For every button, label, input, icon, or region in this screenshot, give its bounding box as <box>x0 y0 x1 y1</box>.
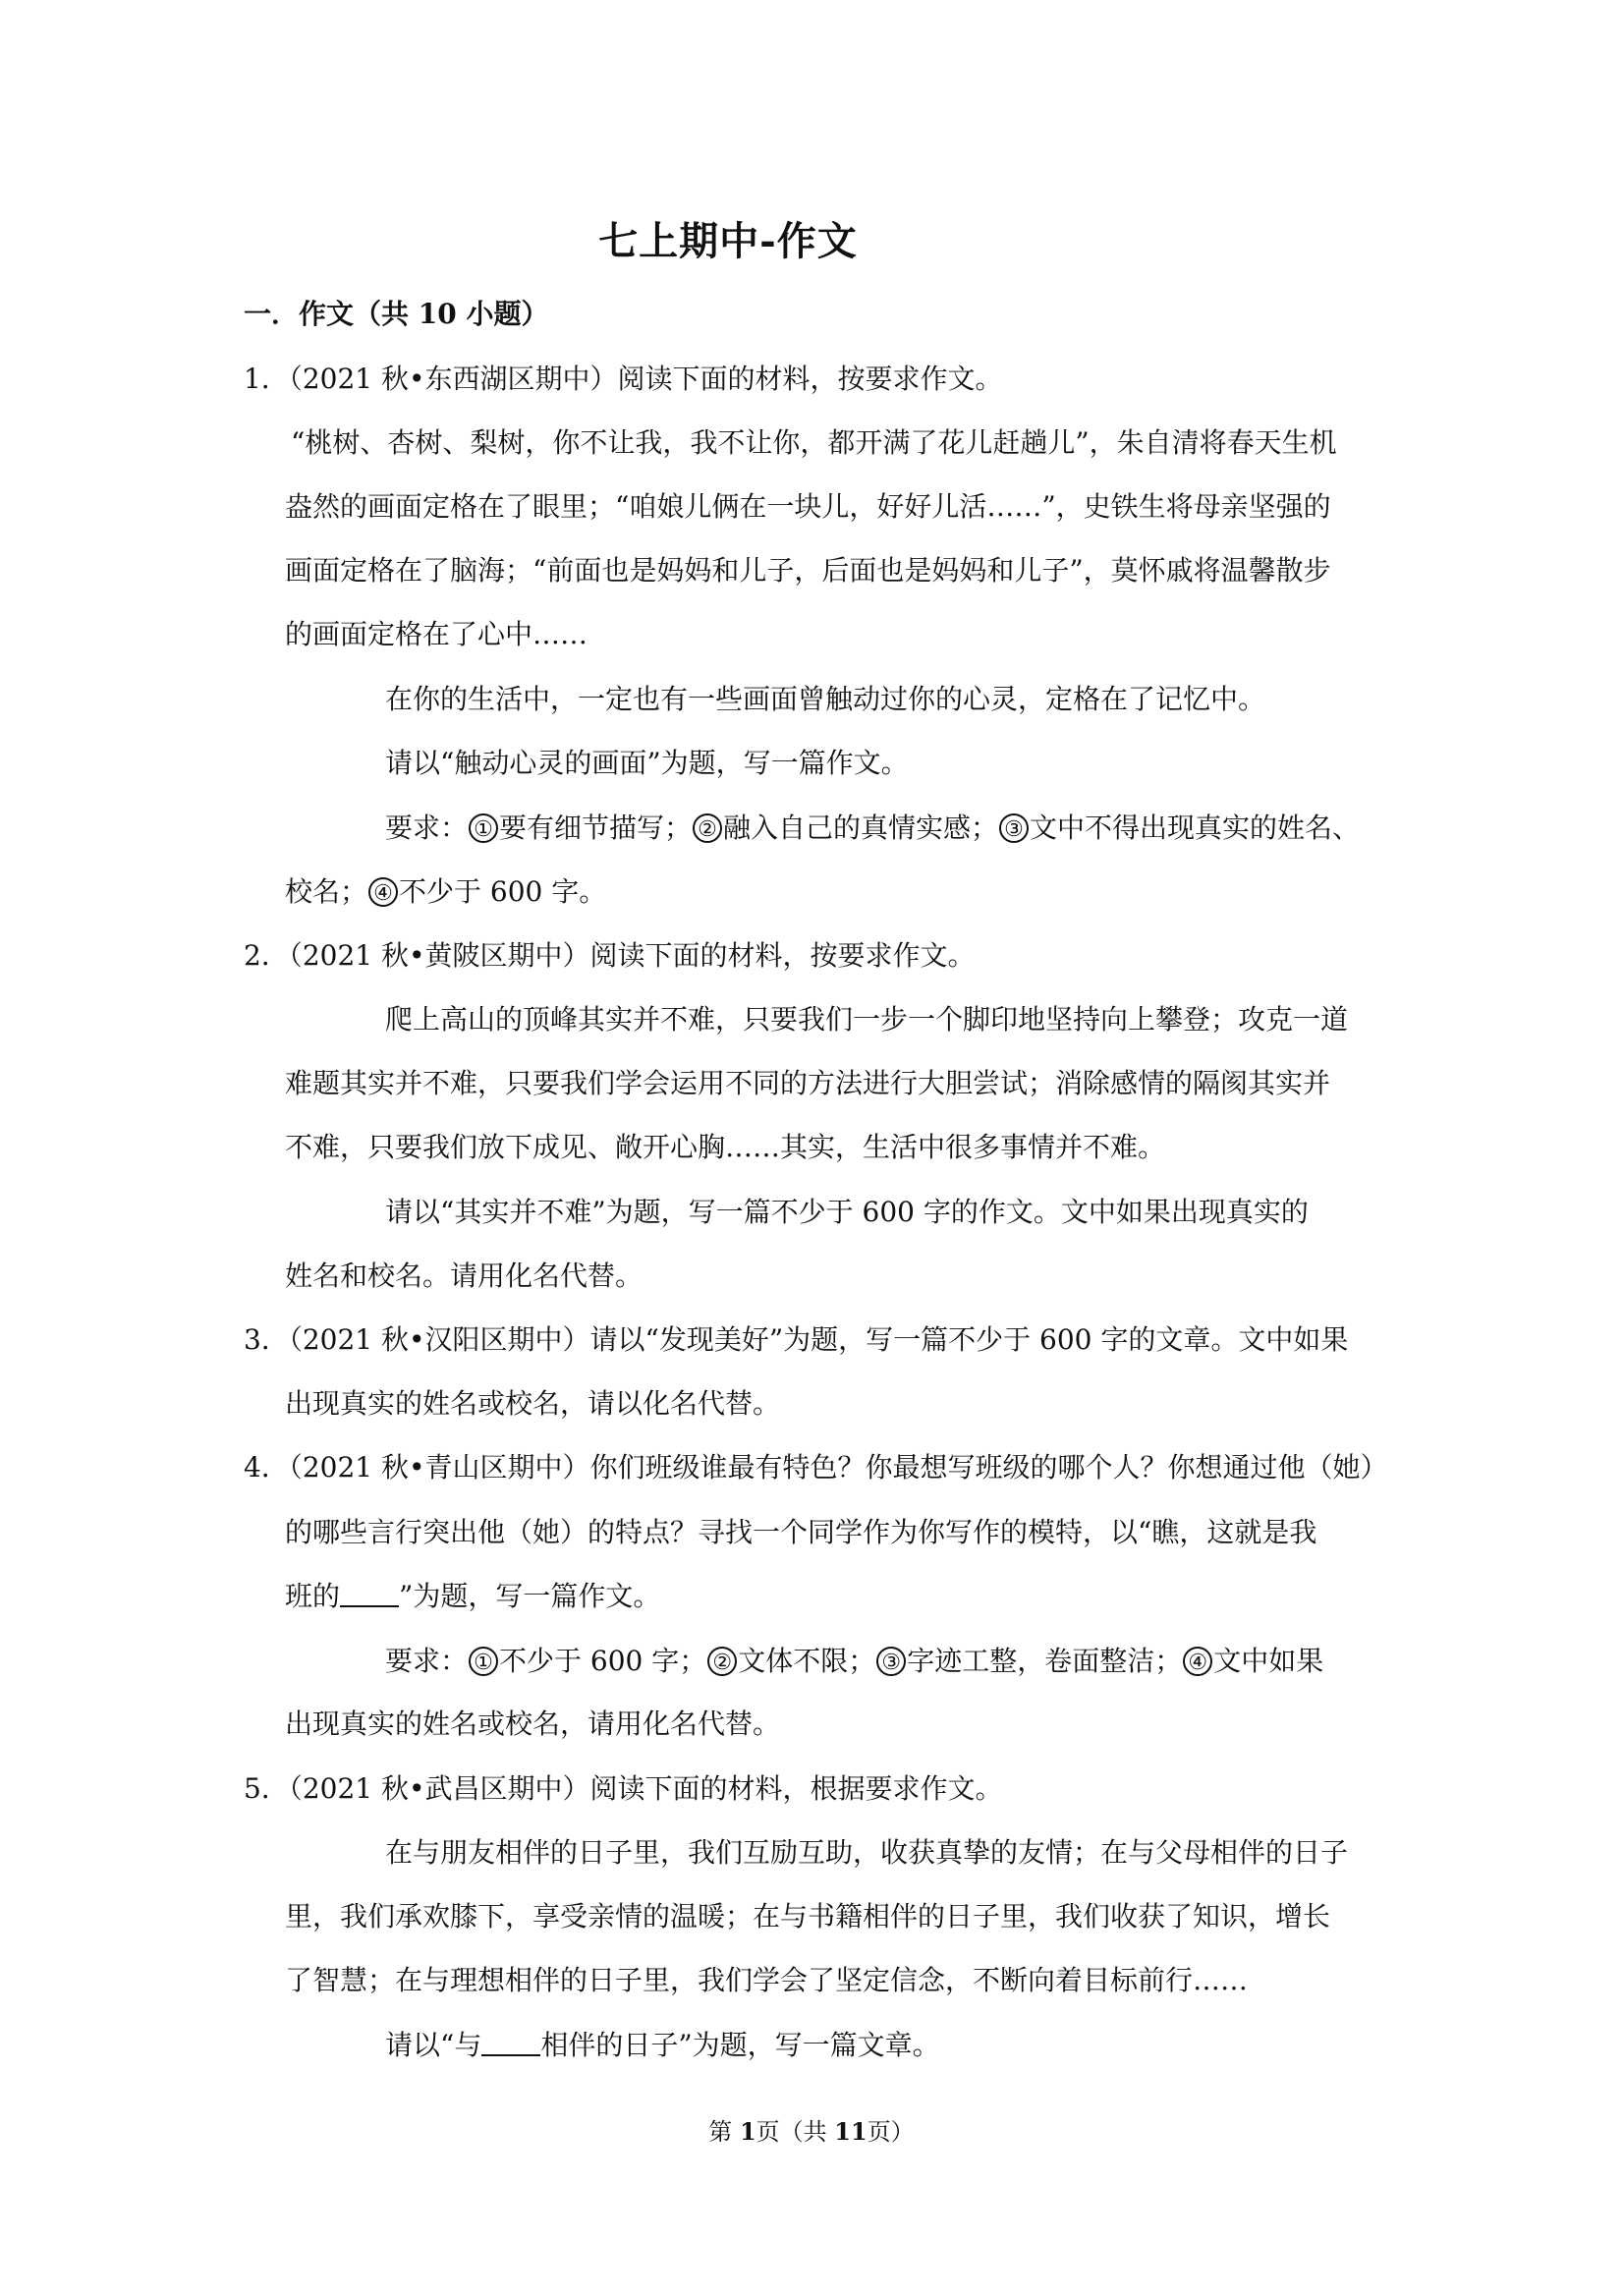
question-number: 2． <box>244 939 289 972</box>
question-text: 你们班级谁最有特色？你最想写班级的哪个人？你想通过他（她） <box>589 1451 1388 1484</box>
q2-material-line: 难题其实并不难，只要我们学会运用不同的方法进行大胆尝试；消除感情的隔阂其实并 <box>285 1067 1331 1099</box>
circled-number-3: ③ <box>876 1647 906 1676</box>
q4-text-line: 的哪些言行突出他（她）的特点？寻找一个同学作为你写作的模特，以“瞧，这就是我 <box>285 1516 1317 1548</box>
question-source: （2021 秋•武昌区期中） <box>288 1772 590 1805</box>
question-source: （2021 秋•青山区期中） <box>288 1451 590 1484</box>
q1-task-line: 请以“触动心灵的画面”为题，写一篇作文。 <box>385 747 909 779</box>
question-instruction: 阅读下面的材料，按要求作文。 <box>617 363 1003 395</box>
text-fragment: 班的 <box>285 1580 341 1612</box>
q2-material-line: 不难，只要我们放下成见、敞开心胸……其实，生活中很多事情并不难。 <box>285 1131 1166 1163</box>
requirement-text: 文中如果 <box>1213 1645 1324 1677</box>
footer-text: 页） <box>867 2118 915 2146</box>
q1-material-line: 的画面定格在了心中…… <box>285 618 588 650</box>
q1-requirements <box>385 813 1360 843</box>
footer-text: 第 <box>708 2118 740 2146</box>
q5-material-line: 在与朋友相伴的日子里，我们互励互助，收获真挚的友情；在与父母相伴的日子 <box>385 1836 1349 1869</box>
q1-material-line: 盎然的画面定格在了眼里；“咱娘儿俩在一块儿，好好儿活……”，史铁生将母亲坚强的 <box>285 490 1331 523</box>
q5-material-line: 里，我们承欢膝下，享受亲情的温暖；在与书籍相伴的日子里，我们收获了知识，增长 <box>285 1900 1331 1932</box>
question-instruction: 阅读下面的材料，根据要求作文。 <box>589 1772 1003 1805</box>
requirement-text: 校名； <box>285 875 368 908</box>
q2-material-line: 爬上高山的顶峰其实并不难，只要我们一步一个脚印地坚持向上攀登；攻克一道 <box>385 1003 1349 1036</box>
question-instruction: 阅读下面的材料，按要求作文。 <box>589 939 976 972</box>
circled-number-1: ① <box>469 1647 498 1676</box>
requirements-label: 要求： <box>385 1645 469 1677</box>
question-number: 5． <box>244 1772 289 1805</box>
question-3-header <box>244 1323 1349 1356</box>
circled-number-2: ② <box>693 813 722 843</box>
q4-requirements-cont: 出现真实的姓名或校名，请用化名代替。 <box>285 1708 781 1740</box>
page-number: 1 <box>739 2117 756 2146</box>
q5-task-line <box>385 2029 940 2061</box>
text-fragment: 请以“与 <box>385 2029 482 2061</box>
requirement-text: 不少于 600 字； <box>499 1645 707 1677</box>
requirement-text: 不少于 600 字。 <box>399 875 607 908</box>
page-footer <box>0 2112 1623 2147</box>
question-source: （2021 秋•黄陂区期中） <box>288 939 590 972</box>
q2-task-line: 姓名和校名。请用化名代替。 <box>285 1260 644 1292</box>
q1-requirements-cont <box>285 877 606 907</box>
question-source: （2021 秋•东西湖区期中） <box>288 363 618 395</box>
q1-material-line: “桃树、杏树、梨树，你不让我，我不让你，都开满了花儿赶趟儿”，朱自清将春天生机 <box>291 426 1337 459</box>
document-title: 七上期中-作文 <box>598 218 858 264</box>
text-fragment: ”为题，写一篇作文。 <box>399 1580 661 1612</box>
q2-task-line: 请以“其实并不难”为题，写一篇不少于 600 字的作文。文中如果出现真实的 <box>385 1196 1309 1228</box>
section-heading: 一．作文（共 10 小题） <box>244 298 549 330</box>
requirement-text: 融入自己的真情实感； <box>723 812 999 844</box>
total-pages: 11 <box>834 2117 867 2146</box>
question-4-header <box>244 1451 1388 1484</box>
text-fragment: 相伴的日子”为题，写一篇文章。 <box>540 2029 940 2061</box>
q4-requirements <box>385 1647 1323 1676</box>
fill-in-blank <box>340 1584 399 1607</box>
q1-prompt-line: 在你的生活中，一定也有一些画面曾触动过你的心灵，定格在了记忆中。 <box>385 683 1266 715</box>
requirement-text: 文中不得出现真实的姓名、 <box>1030 812 1361 844</box>
question-source: （2021 秋•汉阳区期中） <box>288 1323 590 1356</box>
circled-number-2: ② <box>707 1647 737 1676</box>
q3-text-line: 出现真实的姓名或校名，请以化名代替。 <box>285 1387 781 1420</box>
question-number: 1． <box>244 363 289 395</box>
question-1-header <box>244 365 1003 393</box>
question-2-header <box>244 939 976 972</box>
q5-material-line: 了智慧；在与理想相伴的日子里，我们学会了坚定信念，不断向着目标前行…… <box>285 1964 1249 1996</box>
circled-number-4: ④ <box>1183 1647 1212 1676</box>
circled-number-1: ① <box>469 813 498 843</box>
question-text: 请以“发现美好”为题，写一篇不少于 600 字的文章。文中如果 <box>589 1323 1349 1356</box>
question-number: 3． <box>244 1323 289 1356</box>
circled-number-4: ④ <box>368 877 398 907</box>
requirement-text: 字迹工整，卷面整洁； <box>907 1645 1183 1677</box>
q4-text-line <box>285 1580 661 1612</box>
requirements-label: 要求： <box>385 812 469 844</box>
requirement-text: 要有细节描写； <box>499 812 693 844</box>
question-number: 4． <box>244 1451 289 1484</box>
footer-text: 页（共 <box>756 2118 835 2146</box>
fill-in-blank <box>481 2033 540 2056</box>
q1-material-line: 画面定格在了脑海；“前面也是妈妈和儿子，后面也是妈妈和儿子”，莫怀戚将温馨散步 <box>285 554 1331 587</box>
requirement-text: 文体不限； <box>738 1645 876 1677</box>
question-5-header <box>244 1772 1003 1805</box>
circled-number-3: ③ <box>999 813 1029 843</box>
